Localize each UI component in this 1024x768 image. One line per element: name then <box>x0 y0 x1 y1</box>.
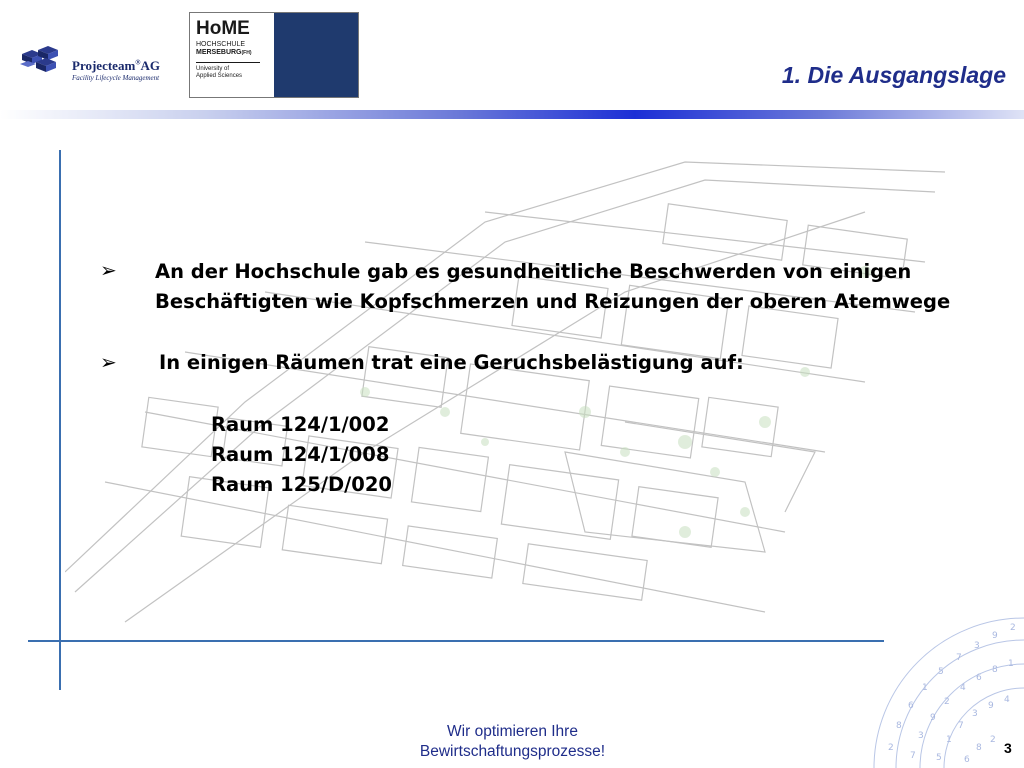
footer-line2: Bewirtschaftungsprozesse! <box>419 743 606 760</box>
svg-text:8: 8 <box>976 743 982 753</box>
decorative-dial-graphic <box>860 600 1024 768</box>
svg-text:7: 7 <box>956 653 962 663</box>
bullet2-text: In einigen Räumen trat eine Geruchsbelästigung auf: <box>159 351 744 374</box>
svg-text:3: 3 <box>972 709 978 719</box>
svg-text:7: 7 <box>910 751 916 761</box>
svg-text:4: 4 <box>960 683 966 693</box>
svg-text:9: 9 <box>930 713 936 723</box>
home-logo-line3: University of <box>196 66 230 72</box>
home-logo-line2: MERSEBURG(FH) <box>196 49 252 56</box>
bullet1-line1: An der Hochschule gab es gesundheitliche Beschwerden von einigen <box>155 260 912 283</box>
projecteam-tagline: Facility Lifecycle Management <box>72 74 160 82</box>
svg-text:6: 6 <box>908 701 914 711</box>
svg-text:6: 6 <box>964 755 970 765</box>
home-logo-title: HoME <box>196 18 250 39</box>
svg-text:2: 2 <box>888 743 894 753</box>
svg-text:8: 8 <box>896 721 902 731</box>
svg-text:2: 2 <box>944 697 950 707</box>
svg-text:7: 7 <box>958 721 964 731</box>
bullet-arrow-icon: ➢ <box>100 352 117 374</box>
svg-text:5: 5 <box>936 753 942 763</box>
svg-text:4: 4 <box>1004 695 1010 705</box>
home-logo-line1: HOCHSCHULE <box>196 41 246 48</box>
room-item: Raum 124/1/008 <box>211 443 390 466</box>
svg-text:1: 1 <box>922 683 928 693</box>
footer-line1: Wir optimieren Ihre <box>447 723 578 740</box>
slide-title: 1. Die Ausgangslage <box>781 62 1006 88</box>
svg-text:6: 6 <box>976 673 982 683</box>
svg-text:2: 2 <box>990 735 996 745</box>
bullet1-line2: Beschäftigten wie Kopfschmerzen und Reizungen der oberen Atemwege <box>155 290 951 313</box>
svg-text:1: 1 <box>946 735 952 745</box>
bullet-arrow-icon: ➢ <box>100 260 117 282</box>
room-item: Raum 124/1/002 <box>211 413 390 436</box>
projecteam-name: Projecteam®AG <box>72 58 161 73</box>
footer-slogan <box>380 722 645 762</box>
page-number: 3 <box>1004 740 1012 756</box>
svg-text:5: 5 <box>938 667 944 677</box>
svg-text:3: 3 <box>974 641 980 651</box>
home-logo-line4: Applied Sciences <box>196 73 243 79</box>
svg-text:2: 2 <box>1010 623 1016 633</box>
svg-text:8: 8 <box>992 665 998 675</box>
svg-text:1: 1 <box>1008 659 1014 669</box>
svg-text:3: 3 <box>918 731 924 741</box>
svg-text:9: 9 <box>992 631 998 641</box>
room-item: Raum 125/D/020 <box>211 473 393 496</box>
svg-text:9: 9 <box>988 701 994 711</box>
